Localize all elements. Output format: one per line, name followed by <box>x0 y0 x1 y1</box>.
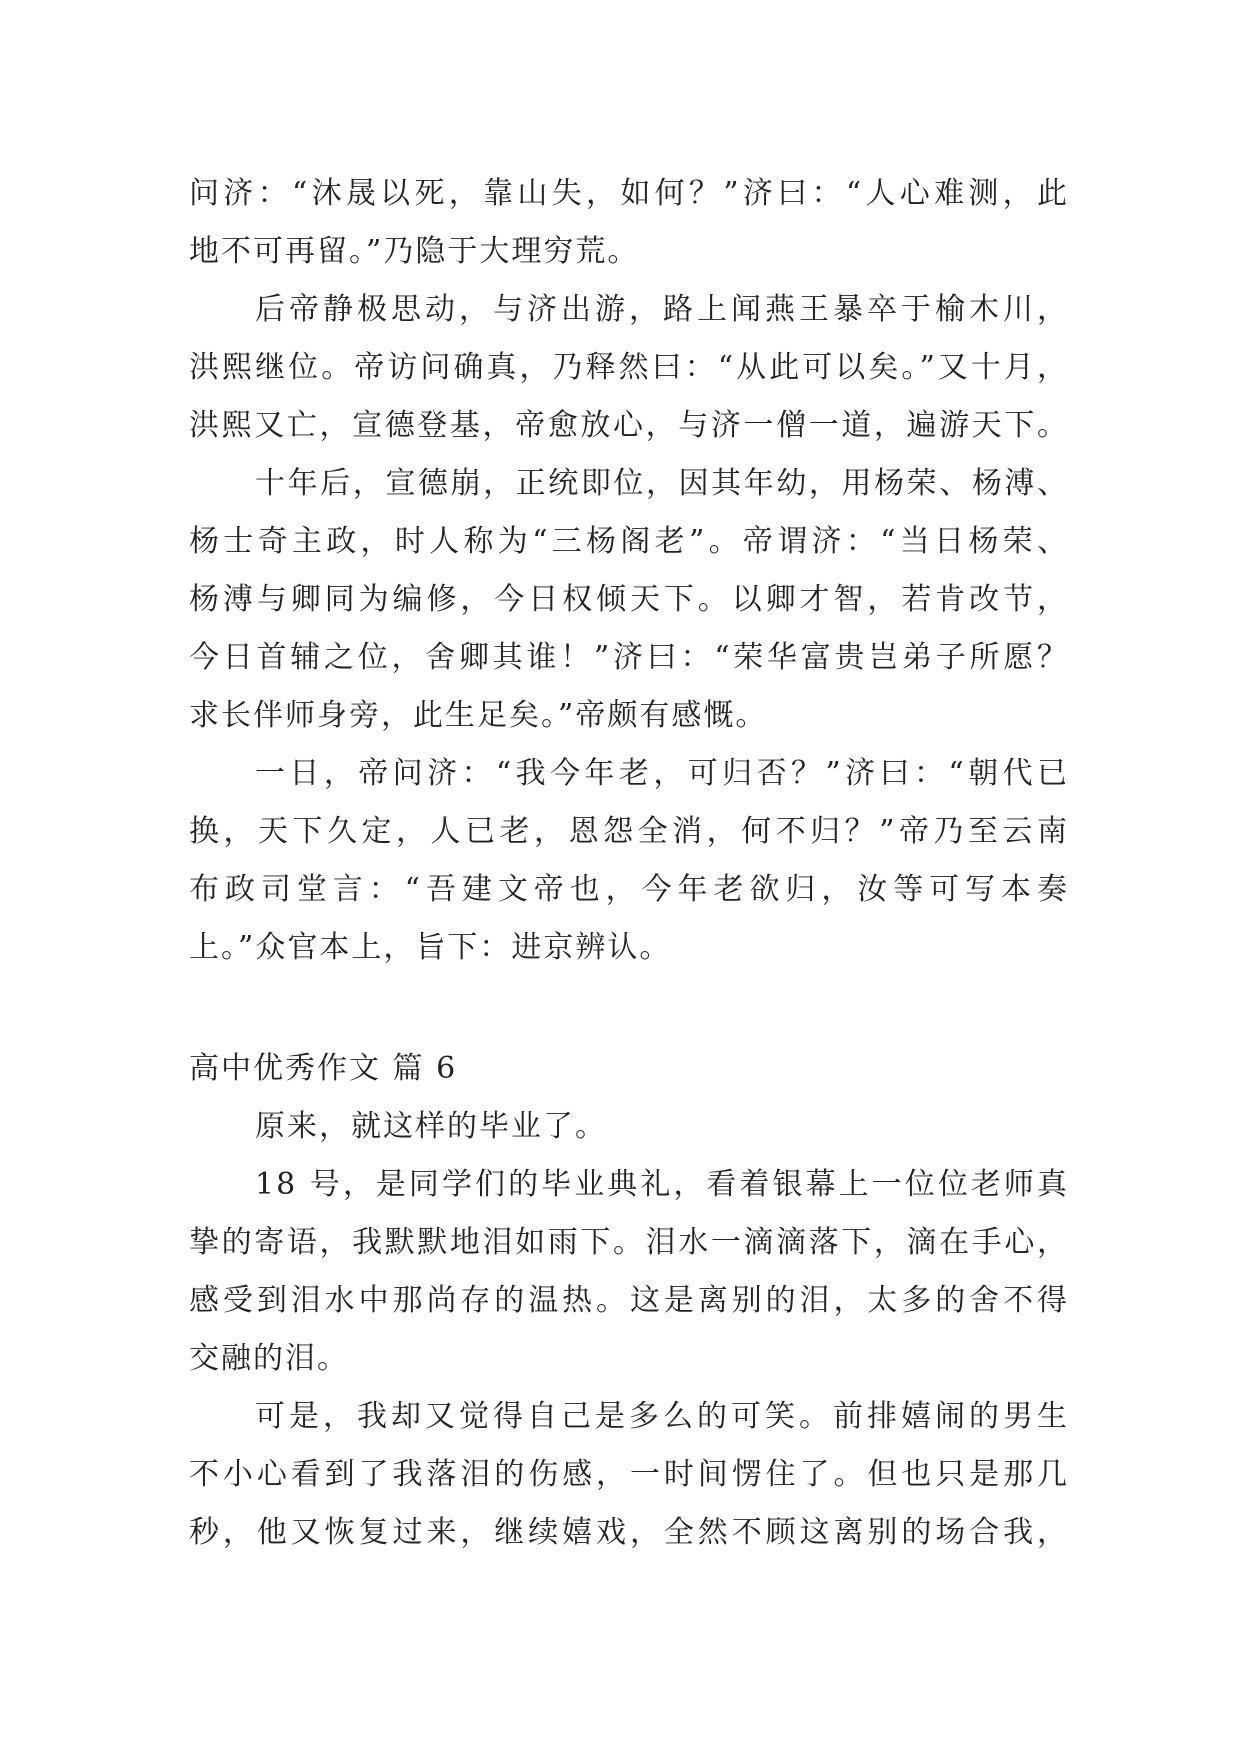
text-line: 原来，就这样的毕业了。 <box>255 1109 607 1144</box>
essay-section-6 <box>189 1098 1069 1562</box>
text-line: 今日首辅之位，舍卿其谁！”济曰：“荣华富贵岂弟子所愿？ <box>189 640 1069 675</box>
essay-section-previous <box>189 165 1069 977</box>
text-line: 洪熙又亡，宣德登基，帝愈放心，与济一僧一道，遍游天下。 <box>189 408 1069 443</box>
text-line: 18 号，是同学们的毕业典礼，看着银幕上一位位老师真 <box>255 1167 1069 1202</box>
text-line: 不小心看到了我落泪的伤感，一时间愣住了。但也只是那几 <box>189 1457 1069 1492</box>
text-line: 感受到泪水中那尚存的温热。这是离别的泪，太多的舍不得 <box>189 1283 1069 1318</box>
section-heading: 高中优秀作文 篇 6 <box>189 1051 458 1086</box>
text-line: 可是，我却又觉得自己是多么的可笑。前排嬉闹的男生 <box>255 1399 1069 1434</box>
text-line: 秒，他又恢复过来，继续嬉戏，全然不顾这离别的场合我， <box>189 1515 1069 1550</box>
text-line: 十年后，宣德崩，正统即位，因其年幼，用杨荣、杨溥、 <box>255 466 1069 501</box>
text-line: 杨溥与卿同为编修，今日权倾天下。以卿才智，若肯改节， <box>189 582 1069 617</box>
text-line: 交融的泪。 <box>189 1341 349 1376</box>
text-line: 洪熙继位。帝访问确真，乃释然曰：“从此可以矣。”又十月， <box>189 350 1069 385</box>
text-line: 换，天下久定，人已老，恩怨全消，何不归？”帝乃至云南 <box>189 814 1069 849</box>
text-line: 上。”众官本上，旨下：进京辨认。 <box>189 930 672 965</box>
text-line: 问济：“沐晟以死，靠山失，如何？”济曰：“人心难测，此 <box>189 176 1069 211</box>
text-line: 求长伴师身旁，此生足矣。”帝颇有感慨。 <box>189 698 768 733</box>
text-line: 地不可再留。”乃隐于大理穷荒。 <box>189 234 640 269</box>
text-line: 一日，帝问济：“我今年老，可归否？”济曰：“朝代已 <box>255 756 1069 791</box>
text-line: 布政司堂言：“吾建文帝也，今年老欲归，汝等可写本奏 <box>189 872 1069 907</box>
text-line: 后帝静极思动，与济出游，路上闻燕王暴卒于榆木川， <box>255 292 1069 327</box>
text-line: 杨士奇主政，时人称为“三杨阁老”。帝谓济：“当日杨荣、 <box>189 524 1069 559</box>
text-line: 挚的寄语，我默默地泪如雨下。泪水一滴滴落下，滴在手心， <box>189 1225 1069 1260</box>
